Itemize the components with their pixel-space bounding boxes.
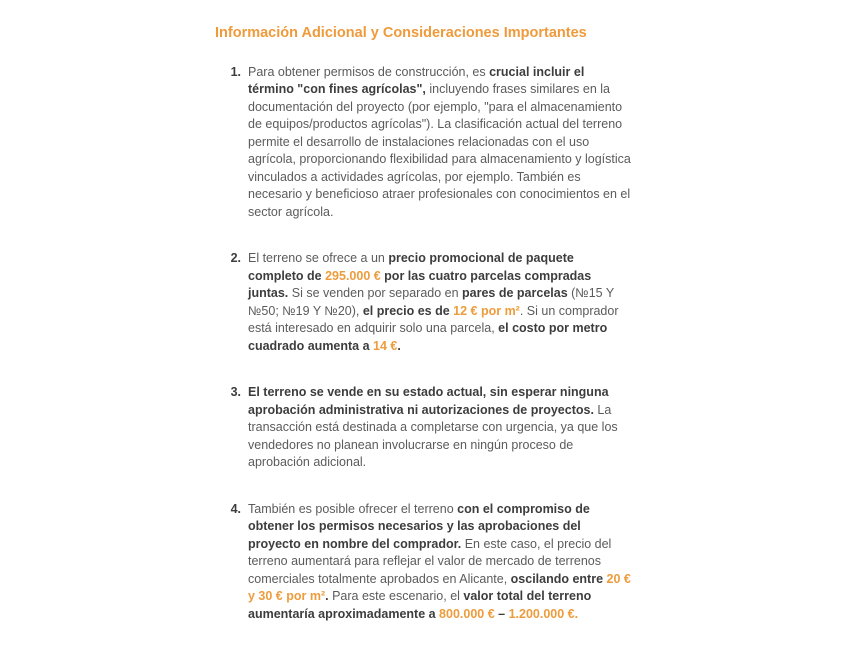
text-segment: crucial incluir el término "con fines agrícolas", [248,64,585,97]
text-segment: 12 € por m² [453,303,520,318]
section-heading: Información Adicional y Consideraciones Importantes [215,25,587,41]
text-segment: precio promocional de paquete completo de [248,251,574,283]
list-item [215,64,631,222]
text-segment: incluyendo frases similares en la documentación del proyecto (por ejemplo, "para el almacenamiento de equipos/productos agrícolas"). La clasificación actual del terreno permite el desarrollo de instalaciones relacionadas con el uso agrícola, proporcionando flexibilidad para almacenamiento y logística vinculados a actividades agrícolas, por ejemplo. También es necesario y beneficioso atraer profesionales con conocimientos en el sector agrícola. [248,82,631,219]
list-item-number: 3. [230,385,241,400]
text-segment: por las cuatro parcelas compradas juntas. [248,268,592,301]
list-item-number: 1. [230,64,241,79]
text-segment: . [397,338,401,353]
text-segment: 295.000 € [325,268,381,283]
list-item-number: 2. [230,251,241,266]
text-segment: (№15 Y №50; №19 Y №20), [248,286,614,318]
text-segment: valor total del terreno aumentaría aproximadamente a [248,589,592,621]
text-segment: Si se venden por separado en [288,286,463,301]
list-item [215,501,631,624]
text-segment: con el compromiso de obtener los permisos necesarios y las aprobaciones del proyecto en nombre del comprador. [248,501,590,551]
text-segment: . [325,589,333,604]
document-page [215,24,631,652]
text-segment: el costo por metro cuadrado aumenta a [248,321,608,353]
text-segment: En este caso, el precio del terreno aumentará para reflejar el valor de mercado de terrenos comerciales totalmente aprobados en Alicante, [248,536,612,586]
text-segment: oscilando entre [510,571,607,586]
text-segment: El terreno se ofrece a un [248,251,389,266]
text-segment: 1.200.000 €. [508,606,579,621]
text-segment: – [494,606,509,621]
list-item-text [248,65,631,219]
text-segment: el precio es de [362,303,454,318]
text-segment: pares de parcelas [462,286,568,301]
list-item-text [248,385,618,469]
text-segment: El terreno se vende en su estado actual, sin esperar ninguna aprobación administrativa ni autorizaciones de proyectos. [248,385,609,417]
list-item-text [248,251,619,353]
list-item [215,250,631,355]
text-segment: 800.000 € [439,606,495,621]
text-segment: También es posible ofrecer el terreno [248,501,458,516]
list-item-text [248,502,631,621]
text-segment: 20 € y 30 € por m² [248,571,631,604]
text-segment: La transacción está destinada a completarse con urgencia, ya que los vendedores no planean involucrarse en ningún proceso de aprobación adicional. [248,402,618,470]
list-item-number: 4. [230,501,241,516]
info-list [215,64,631,624]
list-item [215,384,631,472]
text-segment: . Si un comprador está interesado en adquirir solo una parcela, [248,303,619,336]
text-segment: Para este escenario, el [332,589,464,604]
text-segment: Para obtener permisos de construcción, es [248,64,490,79]
text-segment: 14 € [373,338,398,353]
